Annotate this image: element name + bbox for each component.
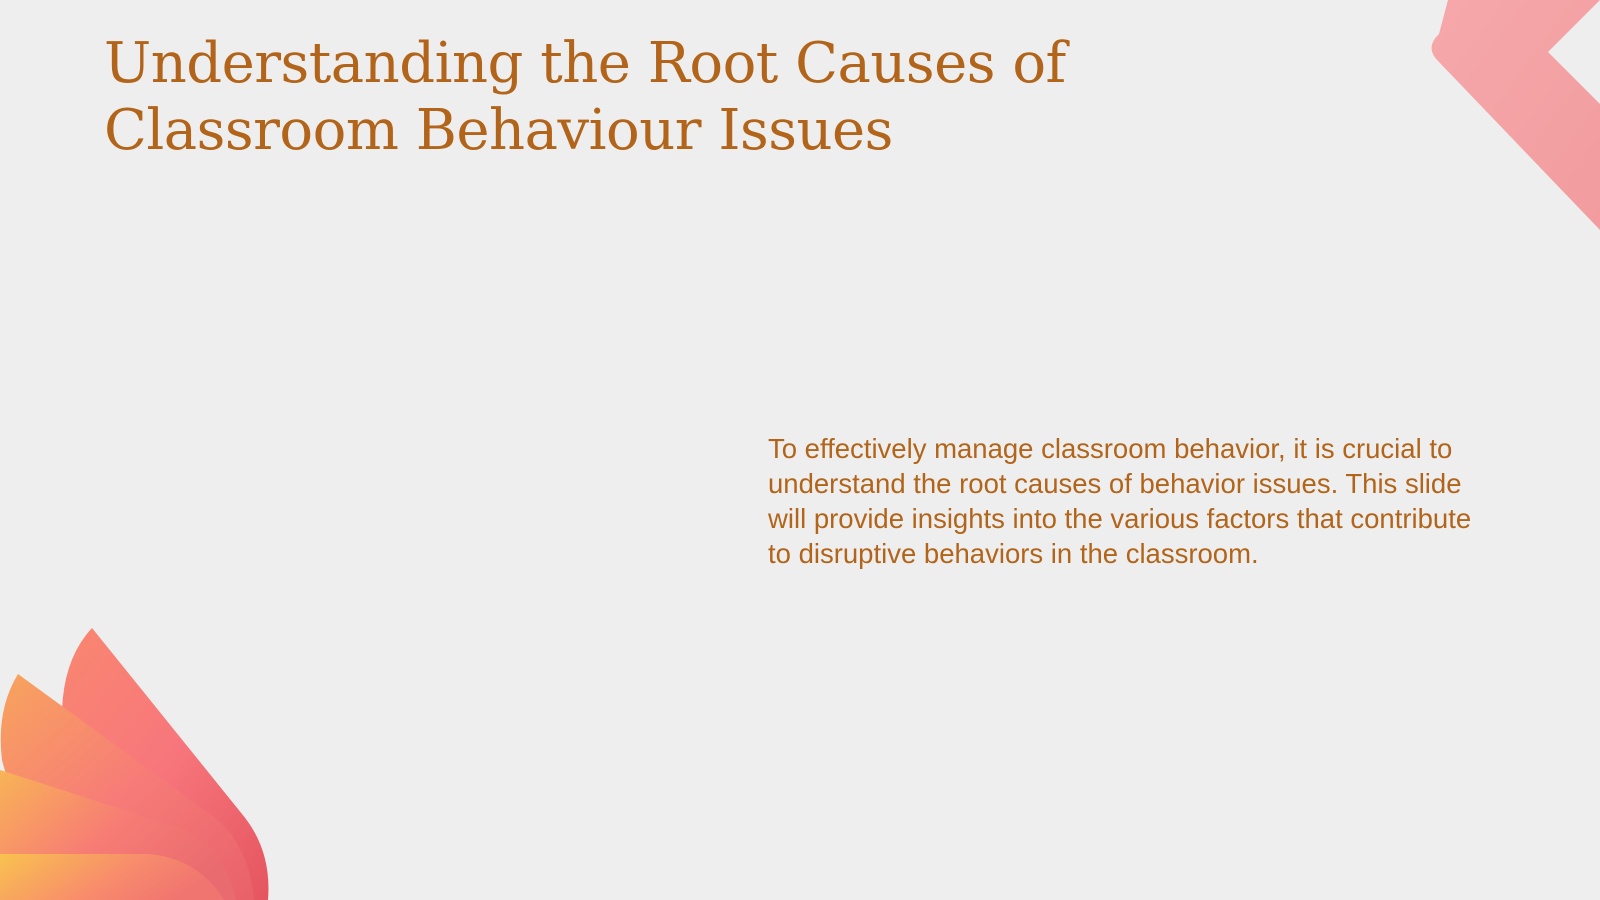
slide-title: Understanding the Root Causes of Classroom Behaviour Issues [104,31,1066,163]
chevron-decoration [1400,0,1600,240]
fan-petals-decoration [0,610,280,900]
slide-body-text: To effectively manage classroom behavior, it is crucial to understand the root causes of behavior issues. This slide will provide insights into the various factors that contribute to disruptive behaviors in the classroom. [768,433,1472,569]
